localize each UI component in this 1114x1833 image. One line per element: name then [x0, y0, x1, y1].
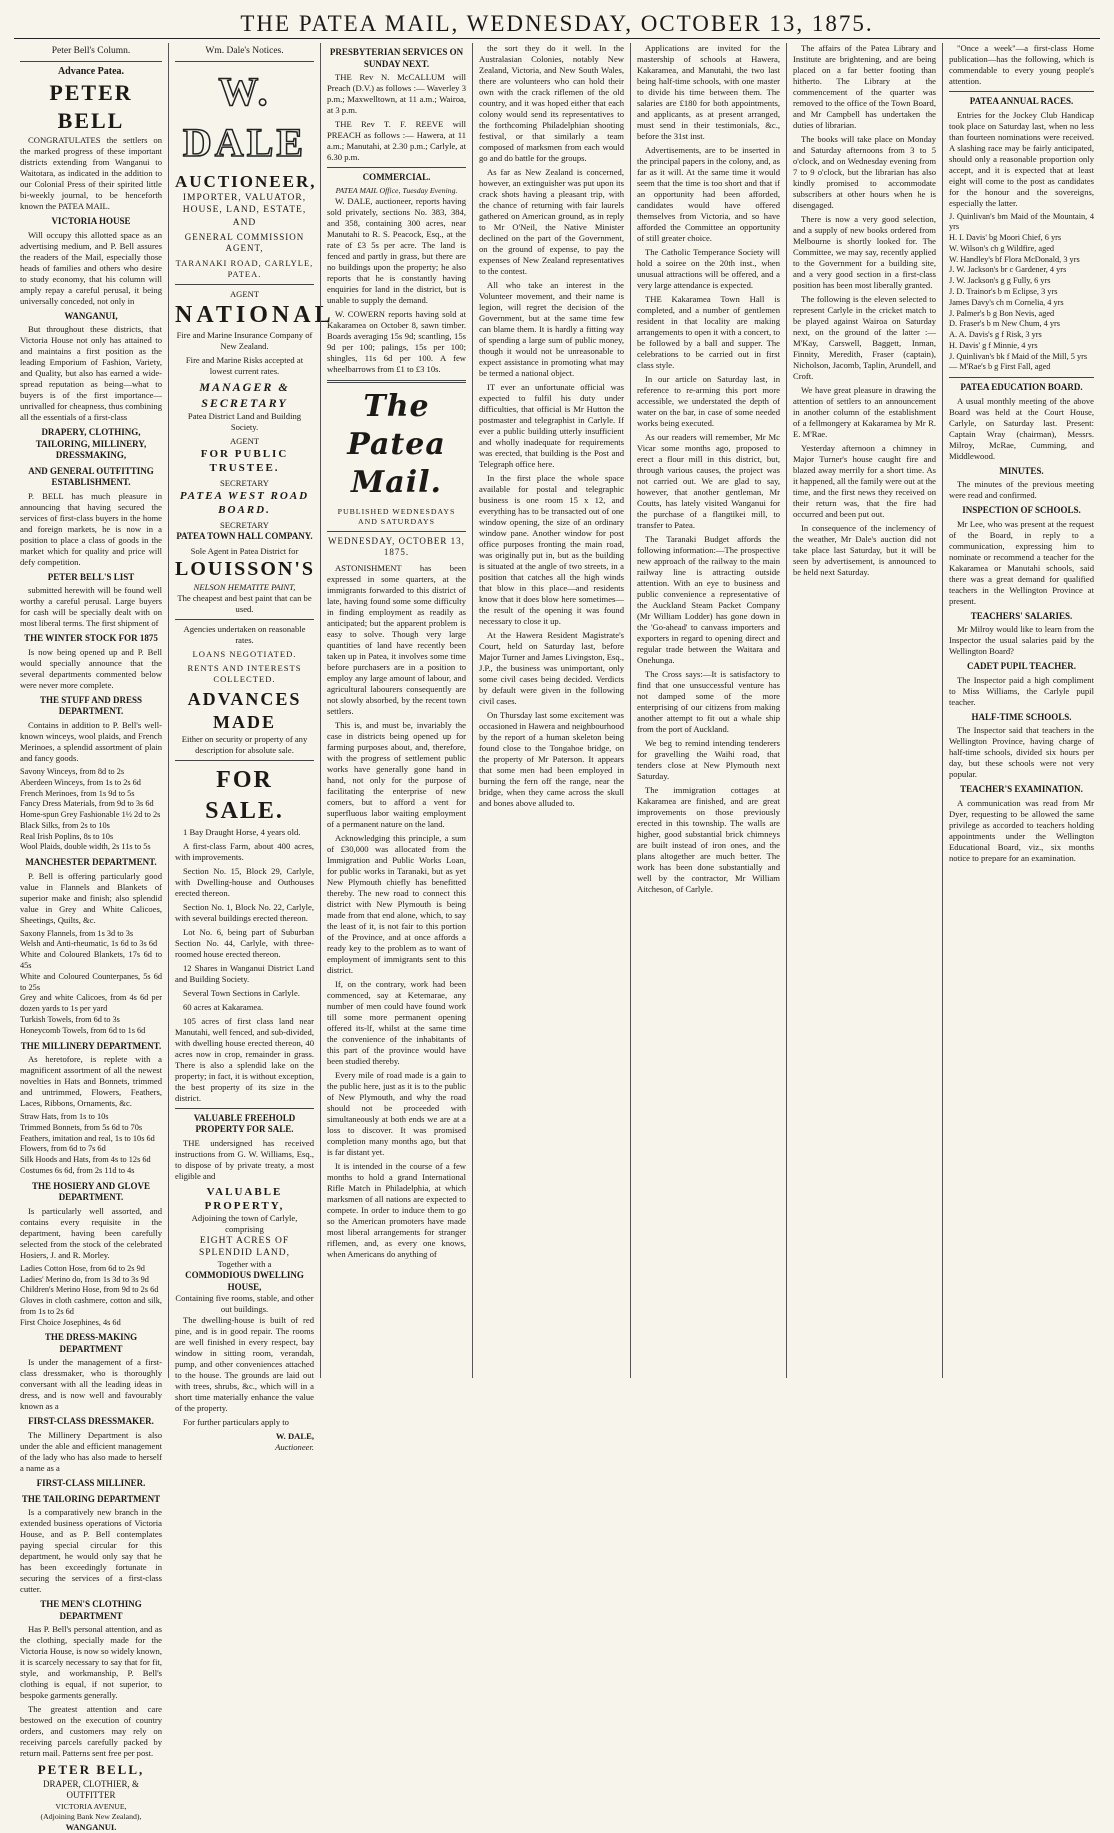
service-1: THE Rev N. McCALLUM will Preach (D.V.) as follows :— Waverley 3 p.m.; Maxwelltown, at 11 a.m.; Wairoa, at 3 p.m. — [327, 72, 466, 116]
hosiery-text: Is particularly well assorted, and contains every requisite in the department, having been carefully selected from the stock of the celebrated Hosiers, J. and R. Morley. — [20, 1205, 162, 1260]
rents-text: RENTS AND INTERESTS COLLECTED. — [187, 663, 302, 685]
price-item: Children's Merino Hose, from 9d to 2s 6d — [20, 1285, 159, 1295]
fire-text: Fire and Marine Risks accepted at lowest current rates. — [185, 355, 304, 377]
news-paragraph: the sort they do it well. In the Australasian Colonies, notably New Zealand, Victoria, and New South Wales, there are volunteers who can hold their own with the crack riflemen of the old country, and it was hoped either that each colony would send its representatives to the forthcoming Philadelphian shooting festival, or that similarly a team composed of marksmen from each would go and do battle for the groups. — [479, 43, 624, 163]
agencies-text: Agencies undertaken on reasonable rates. — [183, 624, 306, 646]
price-item: White and Coloured Counterpanes, 5s 6d to 25s — [20, 971, 162, 992]
race-entry: D. Fraser's b m New Chum, 4 yrs — [949, 319, 1060, 329]
minutes-heading: MINUTES. — [999, 465, 1044, 476]
race-entry: H. I. Davis' bg Moori Chief, 6 yrs — [949, 233, 1062, 243]
race-entry: J. D. Trainor's b m Eclipse, 3 yrs — [949, 286, 1058, 296]
news-paragraph: As far as New Zealand is concerned, however, an extinguisher was put upon its crack shots having a pleasant trip, with the chance of returning with fair laurels gathered on American ground, as in reply to Mr O'Neil, the Native Minister declined on the part of the Government, on the ground of expense, to pay the expenses of New Zealand representatives to the contest. — [479, 167, 624, 276]
first-class-dressmaker: FIRST-CLASS DRESSMAKER. — [28, 1416, 154, 1427]
first-class-milliner: FIRST-CLASS MILLINER. — [36, 1477, 146, 1488]
divider — [327, 531, 466, 532]
news-paragraph: The Catholic Temperance Society will hold a soiree on the 20th inst., when unusual attractions will be offered, and a very large attendance is expected. — [637, 247, 780, 290]
hosiery-heading: THE HOSIERY AND GLOVE DEPARTMENT. — [31, 1180, 151, 1203]
secretary-label: SECRETARY — [220, 478, 269, 489]
general-text: P. BELL has much pleasure in announcing that having secured the services of first-class buyers in the home and foreign markets, he is now in a position to place a class of goods in the market which for quality and price will defy competition. — [20, 490, 162, 567]
exam-text: A communication was read from Mr Dyer, requesting to be allowed the same privilege as accorded to teachers holding appointments under the Wellington Educational Board, viz., six months notice to prepare for an examination. — [949, 797, 1094, 863]
column-news-7 — [942, 43, 1100, 1378]
sale-item: Section No. 15, Block 29, Carlyle, with Dwelling-house and Outhouses erected thereon. — [175, 865, 314, 898]
price-item: Honeycomb Towels, from 6d to 1s 6d — [20, 1025, 146, 1035]
column-editorial — [320, 43, 472, 1378]
greatest-text: The greatest attention and care bestowed on the execution of country orders, and customers may rely on receiving parcels carefully packed by return mail. Patterns sent free per post. — [20, 1704, 162, 1759]
news-paragraph: The Cross says:—It is satisfactory to find that one unsuccessful venture has not damped some of the more enterprising of our citizens from making another attempt to fit out a whale ship from the port of Auckland. — [637, 669, 780, 734]
louisson-title: LOUISSON'S — [175, 557, 316, 580]
price-item: Black Silks, from 2s to 10s — [20, 820, 110, 830]
footer-name: PETER BELL, — [37, 1762, 145, 1778]
price-item: Savony Winceys, from 8d to 2s — [20, 766, 125, 776]
news-paragraph: Applications are invited for the mastership of schools at Hawera, Kakaramea, and Manutahi, the two last being half-time schools, with one master to divide his time between them. The salaries are £180 for both appointments, and applicants, as at present arranged, must send in their testimonials, &c., before the 31st inst. — [637, 43, 780, 141]
dale-signature: W. DALE, — [275, 1431, 314, 1442]
commercial-heading: COMMERCIAL. — [362, 172, 431, 183]
news-paragraph: All who take an interest in the Volunteer movement, and their name is legion, will regret the decision of the Government, but at the same time few can blame them. It is hardly a fitting way of spending a large sum of public money, though it would not be unreasonable to expect assistance in promoting what may be termed a national object. — [479, 280, 624, 378]
divider — [949, 91, 1094, 92]
races-entries — [949, 212, 1094, 374]
cadet-heading: CADET PUPIL TEACHER. — [967, 661, 1076, 672]
list-text: submitted herewith will be found well worthy a careful perusal. Large buyers for cash will be specially dealt with on most liberal terms. The first shipment of — [20, 585, 162, 629]
news-paragraph: Advertisements, are to be inserted in the principal papers in the colony, and, as far as it will. At the same time it would seem that the time is too short and that if an opportunity had been afforded, candidates would have offered themselves from Victoria, and so have afforded the Committee an opportunity of still greater choice. — [637, 145, 780, 243]
price-item: Flowers, from 6d to 7s 6d — [20, 1144, 106, 1154]
inspection-heading: INSPECTION OF SCHOOLS. — [962, 505, 1081, 516]
divider — [175, 61, 314, 62]
divider — [175, 760, 314, 761]
sale-item: 1 Bay Draught Horse, 4 years old. — [183, 826, 301, 837]
victoria-text: Will occupy this allotted space as an advertising medium, and P. Bell assures the readers of the Mail, especially those heads of families and others who desire to study economy, that his column will amply repay a careful perusal, it being universally conceded, not only in — [20, 229, 162, 306]
national-text: Fire and Marine Insurance Company of New Zealand. — [176, 330, 313, 352]
board-text: A usual monthly meeting of the above Board was held at the Court House, Carlyle, on Saturday last. Present: Captain Wray (chairman), Messrs. Milroy, McRae, Cumming, and Middlewood. — [949, 395, 1094, 461]
sale-item: Several Town Sections in Carlyle. — [183, 987, 300, 998]
race-entry: James Davy's ch m Cornelia, 4 yrs — [949, 297, 1064, 307]
drapery-heading: DRAPERY, CLOTHING, TAILORING, MILLINERY, DRESSMAKING, — [35, 427, 147, 461]
news-paragraph: In the first place the whole space available for postal and telegraphic business is one room 15 x 12, and everything has to be transacted out of one window opening, the size of an ordinary window pane. Another window for post office purposes fronting the main road, was originally put in, but as the building is situated at the angle of two streets, in a position that catches all the high winds that blow in this place—and residents know that it does blow here sometimes—the result of the opening it was found necessary to close it up. — [479, 473, 624, 626]
news-paragraph: The Taranaki Budget affords the following information:—The prospective new approach of the railway to the main railway line is attracting outside attention. With an eye to business and public convenience a representative of the Auckland Steam Packet Company (Mr William Lodder) has gone down in the 'Go-ahead' to canvass importers and exporters in regard to opening direct and regular trade between the Waitara and Onehunga. — [637, 534, 780, 665]
tailoring-heading: THE TAILORING DEPARTMENT — [21, 1493, 161, 1504]
dwelling-text: The dwelling-house is built of red pine, and is in good repair. The rooms are well finished in every respect, bay window in sitting room, verandah, pump, and other conveniences attached to the house. The grounds are laid out with trees, shrubs, &c., which will in a short time materially enhance the value of the property. — [175, 1315, 314, 1414]
news-paragraph: As our readers will remember, Mr Mc Vicar some months ago, proposed to erect a flour mill in this district, but, through various causes, the project was not carried out. We are glad to say, however, that another gentleman, Mr Coutts, has lately visited Wanganui for the purchase of a flangtikei mill, to transfer to Patea. — [637, 432, 780, 530]
for-sale-title: FOR SALE. — [205, 767, 284, 825]
hematite-text: The cheapest and best paint that can be used. — [177, 593, 312, 615]
general-heading: AND GENERAL OUTFITTING ESTABLISHMENT. — [28, 465, 154, 488]
mens-heading: THE MEN'S CLOTHING DEPARTMENT — [40, 1599, 142, 1621]
race-entry: W. Wilson's ch g Wildfire, aged — [949, 243, 1055, 253]
price-item: Ladies' Merino do, from 1s 3d to 3s 9d — [20, 1274, 149, 1284]
millinery-heading: THE MILLINERY DEPARTMENT. — [20, 1040, 162, 1051]
road-board-title: PATEA WEST ROAD BOARD. — [179, 490, 310, 517]
cadet-text: The Inspector paid a high compliment to Miss Williams, the Carlyle pupil teacher. — [949, 674, 1094, 707]
sale-item: 105 acres of first class land near Manutahi, well fenced, and sub-divided, with dwelling house erected thereon, 40 acres now in crop, remainder in grass. There is also a splendid lake on the property; in fact, it is without exception, the best property of its size in the district. — [175, 1015, 314, 1103]
price-list-hosiery — [20, 1264, 162, 1329]
editorial-paragraph: This is, and must be, invariably the case in districts being opened up for farming purposes about, and, therefore, with the progress of settlement public works have generally gone hand in hand, not only for the purpose of facilitating the enterprise of new comers, but to afford a vent for superfluous labor waiting employment of a permanent nature on the land. — [327, 719, 466, 829]
services-heading: PRESBYTERIAN SERVICES ON SUNDAY NEXT. — [329, 47, 464, 69]
divider — [327, 380, 466, 383]
price-item: Wool Plaids, double width, 2s 11s to 5s — [20, 842, 151, 852]
price-item: Ladies Cotton Hose, from 6d to 2s 9d — [20, 1263, 145, 1273]
news-paragraph: We beg to remind intending tenderers for gravelling the Waihi road, that tenders close at New Plymouth next Saturday. — [637, 738, 780, 781]
price-list-millinery — [20, 1112, 162, 1177]
columns — [14, 43, 1100, 1832]
price-list-dress — [20, 767, 162, 853]
news-paragraph: The following is the eleven selected to represent Carlyle in the cricket match to be played against Wairoa on Saturday next, on the ground of the latter :—M'Kay, Carswell, Baggett, Inman, Finnity, Meredith, Fraser (captain), Nicholson, Jacomb, Taplin, Arundell, and Croft. — [793, 294, 936, 381]
millinery-staff-text: The Millinery Department is also under the able and efficient management of the lady who has also made to herself a name as a — [20, 1429, 162, 1473]
price-item: Home-spun Grey Fashionable 1½ 2d to 2s — [20, 810, 161, 820]
manchester-text: P. Bell is offering particularly good value in Flannels and Blankets of superior make and finish; also splendid value in Grey and White Calicoes, Sheetings, Quilts, &c. — [20, 870, 162, 925]
column-peter-bell — [14, 43, 168, 1832]
news-paragraph: IT ever an unfortunate official was expected to fulfil his duty under difficulties, that official is Mr Hutton the postmaster and telegraphist in Carlyle. If ever a public building utterly insufficient and wholly inadequate for requirements was erected, that building is the Post and Telegraph office here. — [479, 382, 624, 469]
price-item: Real Irish Poplins, 8s to 10s — [20, 831, 114, 841]
race-entry: J. Quinlivan's bk f Maid of the Mill, 5 yrs — [949, 351, 1088, 361]
manchester-heading: MANCHESTER DEPARTMENT. — [25, 857, 157, 868]
importer-line: IMPORTER, VALUATOR, HOUSE, LAND, ESTATE, AND — [182, 193, 307, 228]
column-dale — [168, 43, 335, 1453]
column-news-6 — [786, 43, 942, 1378]
news-paragraph: In our article on Saturday last, in reference to re-arming this port more accessible, we understated the depth of water on the bar, in case of some needed works being executed. — [637, 374, 780, 428]
town-hall-title: PATEA TOWN HALL COMPANY. — [176, 531, 313, 542]
price-item: French Merinoes, from 1s 9d to 5s — [20, 788, 135, 798]
column-news-5 — [630, 43, 786, 1378]
halftime-text: The Inspector said that teachers in the Wellington Province, having charge of half-time schools, divided six hours per day, but these schools were not very popular. — [949, 725, 1094, 780]
divider — [20, 61, 162, 62]
victoria-house-heading: VICTORIA HOUSE — [51, 216, 131, 227]
race-entry: J. W. Jackson's br c Gardener, 4 yrs — [949, 265, 1067, 275]
price-list-manchester — [20, 929, 162, 1037]
valuable-property-title: VALUABLE PROPERTY, — [204, 1185, 285, 1212]
dale-address: TARANAKI ROAD, CARLYLE, PATEA. — [175, 257, 314, 279]
agent-label: AGENT — [229, 288, 260, 299]
peter-bell-title: PETER BELL — [49, 79, 133, 134]
winter-heading: THE WINTER STOCK FOR 1875 — [24, 633, 158, 644]
dressmaking-heading: THE DRESS-MAKING DEPARTMENT — [44, 1332, 138, 1354]
editorial-date: WEDNESDAY, OCTOBER 13, 1875. — [328, 535, 465, 558]
loans-text: LOANS NEGOTIATED. — [192, 649, 297, 660]
auctioneer-title: AUCTIONEER, — [175, 171, 317, 191]
valuable-text: THE undersigned has received instructions from G. W. Williams, Esq., to dispose of by private treaty, a most eligible and — [175, 1137, 314, 1181]
divider — [175, 619, 314, 620]
halftime-heading: HALF-TIME SCHOOLS. — [971, 711, 1072, 722]
race-entry: W. Handley's bf Flora McDonald, 3 yrs — [949, 254, 1080, 264]
valuable-adjoining: Adjoining the town of Carlyle, comprising — [191, 1213, 298, 1235]
salaries-text: Mr Milroy would like to learn from the Inspector the usual salaries paid by the Wellington Board? — [949, 624, 1094, 657]
stuff-text: Contains in addition to P. Bell's well-known winceys, wool plaids, and French Merinoes, a splendid assortment of plain and fancy goods. — [20, 719, 162, 763]
price-item: Trimmed Bonnets, from 5s 6d to 70s — [20, 1122, 143, 1132]
editorial-paragraph: ASTONISHMENT has been expressed in some quarters, at the immigrants forwarded to this district of late, having found some some difficulty in finding employment as readily as anticipated; but the apparent problem is easy to solve. Though very large quantities of land have recently been taken up in Patea, it involves some time before purchasers are in a position to employ any large amount of labour, and agricultural labourers consequently are not slowly absorbed, by the recent town settlers. — [327, 562, 466, 716]
dale-logo-title: W. DALE — [182, 69, 307, 166]
winter-text: Is now being opened up and P. Bell would specially announce that the several departments commented below were never more complete. — [20, 646, 162, 690]
dressmaking-text: Is under the management of a first-class dressmaker, who is thoroughly conversant with all the leading ideas in dress, and is now well and favourably known as a — [20, 1357, 162, 1412]
editorial-paragraph: It is intended in the course of a few months to hold a grand International Rifle Match in Philadelphia, at which marksmen of all nations are expected to compete. In order to induce them to go so the American promoters have made most liberal arrangements for stranger riflemen, and, as every one knows, when Americans do anything of — [327, 1160, 466, 1259]
together-text: Together with a — [217, 1259, 272, 1270]
editorial-paragraph: Every mile of road made is a gain to the public here, just as it is to the public of New Plymouth, and why the road should not be proceeded with simultaneously at both ends we are at a loss to discover. It was promised completion many months ago, but that is far distant yet. — [327, 1069, 466, 1157]
editorial-paragraph: If, on the contrary, work had been commenced, say at Ketemarae, any number of men could have found work till some more permanent opening offered its-lf, whilst at the same time the convenience of the inhabitants of this part of the province would have been studied thereby. — [327, 978, 466, 1066]
price-item: First Choice Josephines, 4s 6d — [20, 1317, 121, 1327]
manager-text: Patea District Land and Building Society. — [187, 410, 302, 432]
inspection-text: Mr Lee, who was present at the request of the Board, in reply to a communication, expressing him to nominate or recommend a teacher for the Kakaramea or Manutahi schools, said there was a great demand for qualified teachers in the Wellington Province at present. — [949, 518, 1094, 606]
general-agent-line: GENERAL COMMISSION AGENT, — [184, 231, 305, 254]
agent-label-2: AGENT — [229, 435, 260, 446]
advances-text: Either on security or property of any description for absolute sale. — [181, 734, 308, 756]
sale-item: 60 acres at Kakaramea. — [183, 1001, 264, 1012]
price-item: Straw Hats, from 1s to 10s — [20, 1112, 109, 1122]
valuable-heading: VALUABLE FREEHOLD PROPERTY FOR SALE. — [193, 1112, 296, 1135]
footer-address-2: (Adjoining Bank New Zealand), — [40, 1811, 142, 1821]
price-item: Grey and white Calicoes, from 4s 6d per dozen yards to 1s per yard — [20, 993, 162, 1014]
sale-item: 12 Shares in Wanganui District Land and Building Society. — [175, 962, 314, 984]
race-entry: J. Palmer's b g Bon Nevis, aged — [949, 308, 1055, 318]
paper-title: The Patea Mail. — [347, 388, 446, 501]
sale-item: Lot No. 6, being part of Suburban Section No. 44, Carlyle, with three-roomed house erected thereon. — [175, 926, 314, 959]
commercial-date: PATEA MAIL Office, Tuesday Evening. — [335, 185, 458, 195]
national-title: NATIONAL — [175, 301, 335, 328]
column-header: Peter Bell's Column. — [51, 46, 131, 56]
mens-text: Has P. Bell's personal attention, and as the clothing, specially made for the Victoria House, is now so widely known, it is scarcely necessary to say that for fit, style, and workmanship, P. Bell's clothing is equal, if not superior, to bespoke garments generally. — [20, 1624, 162, 1701]
races-text: Entries for the Jockey Club Handicap took place on Saturday last, when no less than fourteen nominations were received. A slashing race may be fairly anticipated, should only a reasonable proportion only accept, and it is expected that at least eight will come to the post as candidates for the honour and the sovereigns, especially the latter. — [949, 109, 1094, 208]
price-item: Gloves in cloth cashmere, cotton and silk, from 1s to 2s 6d — [20, 1296, 162, 1316]
news-paragraph: At the Hawera Resident Magistrate's Court, held on Saturday last, before Major Turner and James Livingston, Esq., J.P., the business was unimportant, only some civil cases being decided. Verdicts by default were given in the following civil cases. — [479, 630, 624, 706]
published-line: PUBLISHED WEDNESDAYS AND SATURDAYS — [337, 506, 456, 526]
sale-item: Section No. 1, Block No. 22, Carlyle, with several buildings erected thereon. — [175, 901, 314, 923]
column-header: Wm. Dale's Notices. — [205, 46, 284, 56]
commodious-title: COMMODIOUS DWELLING HOUSE, — [185, 1270, 304, 1292]
price-item: Welsh and Anti-rheumatic, 1s 6d to 3s 6d — [20, 939, 158, 949]
race-entry: J. W. Jackson's g g Fully, 6 yrs — [949, 276, 1051, 286]
news-paragraph: THE Kakaramea Town Hall is completed, and a number of gentlemen resident in that locality are making arrangements to open it with a concert, to be followed by a ball and supper. The celebrations to be carried out in first class style. — [637, 294, 780, 370]
footer-city: WANGANUI. — [65, 1821, 117, 1832]
exam-heading: TEACHER'S EXAMINATION. — [960, 784, 1083, 795]
race-entry: A. A. Davis's g f Risk, 3 yrs — [949, 330, 1042, 340]
news-paragraph: In consequence of the inclemency of the weather, Mr Dale's auction did not take place last Saturday, but it will be seen by advertisement, is announced to be held next Saturday. — [793, 523, 936, 577]
news-paragraph: The immigration cottages at Kakaramea are finished, and are great improvements on those previously erected in this township. The walls are higher, good substantial brick chimneys are built instead of iron ones, and the plans altogether are much better. The work has been done substantially and well by the contractor, Mr William Aitcheson, of Carlyle. — [637, 785, 780, 894]
salaries-heading: TEACHERS' SALARIES. — [970, 610, 1073, 621]
news-paragraph: Yesterday afternoon a chimney in Major Turner's house caught fire and blazed away merrily for a short time. As it happened, all the family were out at the time, and the first news they received on their return was, that the fire had occurred and been put out. — [793, 443, 936, 519]
service-2: THE Rev T. F. REEVE will PREACH as follows :— Hawera, at 11 a.m.; Manutahi, at 2.30 p.m.; Carlyle, at 6.30 p.m. — [327, 119, 466, 163]
price-item: Saxony Flannels, from 1s 3d to 3s — [20, 928, 134, 938]
price-item: Costumes 6s 6d, from 2s 11d to 4s — [20, 1165, 135, 1175]
hematite-title: NELSON HEMATITE PAINT, — [193, 582, 296, 593]
wanganui-heading: WANGANUI, — [64, 310, 118, 321]
wanganui-text: But throughout these districts, that Victoria House not only has attained to and maintains a first position as the leading Emporium of Fashion, Variety, and Quality, but also has earned a wide-spread reputation as being—what to buyers is of the first importance—unrivalled for cheapness, thus combining all the essentials of a first-class — [20, 324, 162, 423]
price-item: Feathers, imitation and real, 1s to 10s 6d — [20, 1133, 155, 1143]
containing-text: Containing five rooms, stable, and other out buildings. — [175, 1293, 314, 1315]
race-entry: H. Davis' g f Minnie, 4 yrs — [949, 340, 1038, 350]
price-item: Silk Hoods and Hats, from 4s to 12s 6d — [20, 1155, 151, 1165]
list-heading: PETER BELL'S LIST — [47, 571, 135, 582]
footer-trade: DRAPER, CLOTHIER, & OUTFITTER — [42, 1778, 139, 1801]
divider — [327, 167, 466, 168]
news-paragraph: The books will take place on Monday and Saturday afternoons from 3 to 5 o'clock, and on Wednesday evening from 7 to 9 o'clock, but the librarian has also kindly promised to accommodate subscribers at other hours when he is disengaged. — [793, 134, 936, 210]
manager-title: MANAGER & SECRETARY — [199, 380, 290, 410]
divider — [949, 377, 1094, 378]
divider — [175, 284, 314, 285]
eight-acres: EIGHT ACRES OF SPLENDID LAND, — [198, 1236, 291, 1259]
news-paragraph: There is now a very good selection, and a supply of new books ordered from Melbourne is shortly looked for. The Committee, we may say, recently applied to the Government for a building site, and a very good section in a first-class position has been most liberally granted. — [793, 214, 936, 290]
stuff-heading: THE STUFF AND DRESS DEPARTMENT. — [40, 694, 142, 717]
advance-heading: Advance Patea. — [57, 66, 125, 78]
sale-item: A first-class Farm, about 400 acres, with improvements. — [175, 840, 314, 862]
quote-paragraph: "Once a week"—a first-class Home publication—has the following, which is commendable to every young people's attention. — [949, 43, 1094, 86]
news-paragraph: The affairs of the Patea Library and Institute are brightening, and are being placed on a far better footing than hitherto. The Library at the commencement of the quarter was removed to the office of the Town Board, and Mr Campbell has undertaken the duties of librarian. — [793, 43, 936, 130]
races-heading: PATEA ANNUAL RACES. — [969, 96, 1074, 106]
price-item: Aberdeen Winceys, from 1s to 2s 6d — [20, 777, 141, 787]
trustee-title: FOR PUBLIC TRUSTEE. — [200, 447, 289, 475]
race-entry: — M'Rae's b g First Fall, aged — [949, 362, 1051, 372]
intro-text: CONGRATULATES the settlers on the marked progress of these important districts extending from Wanganui to Waitotara, as indicated in the addition to our Colonial Press of their spirited little bi-weekly journal, to be henceforth known the PATEA MAIL. — [20, 135, 162, 212]
sole-agent-label: Sole Agent in Patea District for — [190, 545, 299, 556]
price-item: Fancy Dress Materials, from 9d to 3s 6d — [20, 799, 154, 809]
millinery-text: As heretofore, is replete with a magnificent assortment of all the newest novelties in Hats and Bonnets, trimmed and untrimmed, Flowers, Feathers, Laces, Ribbons, Ornaments, &c. — [20, 1054, 162, 1109]
divider — [175, 1108, 314, 1109]
price-item: Turkish Towels, from 6d to 3s — [20, 1014, 120, 1024]
news-paragraph: We have great pleasure in drawing the attention of settlers to an announcement in another column of the establishment of a fellmongery at Kakaramea by Mr R. E. M'Rae. — [793, 385, 936, 439]
race-entry: J. Quinlivan's bm Maid of the Mountain, 4 yrs — [949, 211, 1094, 232]
tailoring-text: Is a comparatively new branch in the extended business operations of Victoria House, and as P. Bell contemplates paying special circular for this department, he would only say that he has been exceedingly fortunate in securing the services of a first-class cutter. — [20, 1507, 162, 1595]
footer-address: VICTORIA AVENUE, — [55, 1801, 127, 1811]
cowern-text: W. COWERN reports having sold at Kakaramea on October 8, sawn timber. Boards averaging 15s 9d; scantling, 15s 9d per 100; palings, 15s per 100; shingles, 11s 6d per 100. A few wheelbarrows from £1 to £3 10s. — [327, 308, 466, 374]
advances-title: ADVANCES MADE — [187, 689, 302, 733]
commercial-text: W. DALE, auctioneer, reports having sold privately, sections No. 383, 384, and 358, containing 300 acres, near Manutahi to R. S. Peacock, Esq., at the rate of £3 5s per acre. The land is fenced and partly in grass, but there are no buildings upon the property; he also reports that he is constantly having enquiries for land in the district, but is unable to supply the demand. — [327, 195, 466, 305]
price-item: White and Coloured Blankets, 17s 6d to 45s — [20, 950, 162, 971]
further-text: For further particulars apply to — [183, 1417, 289, 1428]
editorial-paragraph: Acknowledging this principle, a sum of £30,000 was allocated from the Immigration and Public Works Loan, for public works in Taranaki, but as yet New Plymouth chiefly has benefitted thereby. The new road to connect this district with New Plymouth is being made from that end alone, which, to say the least of it, is not fair to this portion of the Province, and at once affords a ready key to the problem as to want of employment of immigrants sent to this district. — [327, 832, 466, 975]
news-paragraph: On Thursday last some excitement was occasioned in Hawera and neighbourhood by the report of a human skeleton being found close to the Tongahoe bridge, on the property of Mr Paterson. It appears that some men had been employed in burning the fern off the range, near the bridge, when they came across the skull and bones above alluded to. — [479, 710, 624, 808]
secretary-label-2: SECRETARY — [220, 520, 269, 531]
dale-signature-title: Auctioneer. — [275, 1442, 314, 1453]
minutes-text: The minutes of the previous meeting were read and confirmed. — [949, 479, 1094, 501]
masthead: THE PATEA MAIL, WEDNESDAY, OCTOBER 13, 1875. — [14, 10, 1100, 39]
column-news-4 — [472, 43, 630, 1378]
board-heading: PATEA EDUCATION BOARD. — [960, 382, 1083, 393]
